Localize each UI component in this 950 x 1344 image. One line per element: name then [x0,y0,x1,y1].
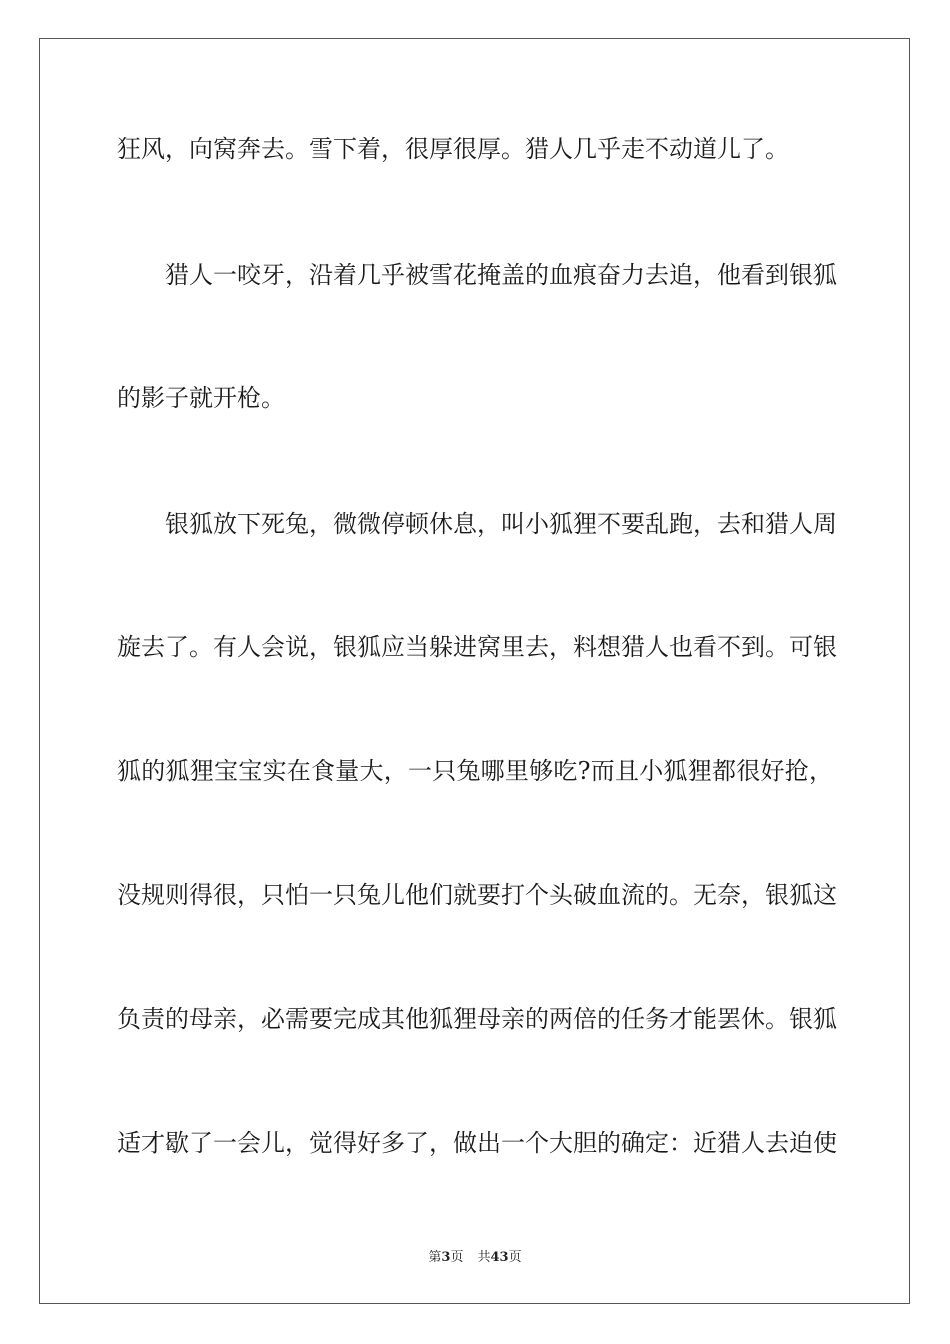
text-line-4: 银狐放下死兔，微微停顿休息，叫小狐狸不要乱跑，去和猎人周 [165,510,837,538]
page-footer [0,1246,950,1265]
total-prefix: 共 [477,1250,491,1265]
text-line-7: 没规则得很，只怕一只兔儿他们就要打个头破血流的。无奈，银狐这 [117,881,837,909]
text-line-1: 狂风，向窝奔去。雪下着，很厚很厚。猎人几乎走不动道儿了。 [117,135,789,163]
page-suffix: 页 [450,1250,464,1265]
text-line-6: 狐的狐狸宝宝实在食量大，一只兔哪里够吃?而且小狐狸都很好抢， [117,757,833,785]
text-line-2: 猎人一咬牙，沿着几乎被雪花掩盖的血痕奋力去追，他看到银狐 [165,261,837,289]
page-prefix: 第 [428,1250,442,1265]
text-line-9: 适才歇了一会儿，觉得好多了，做出一个大胆的确定：近猎人去迫使 [117,1129,837,1157]
total-suffix: 页 [508,1250,522,1265]
page-border [39,38,910,1304]
text-line-8: 负责的母亲，必需要完成其他狐狸母亲的两倍的任务才能罢休。银狐 [117,1005,837,1033]
page-number: 3 [441,1250,451,1265]
total-pages: 43 [490,1250,509,1265]
text-line-3: 的影子就开枪。 [117,384,285,412]
text-line-5: 旋去了。有人会说，银狐应当躲进窝里去，料想猎人也看不到。可银 [117,633,837,661]
